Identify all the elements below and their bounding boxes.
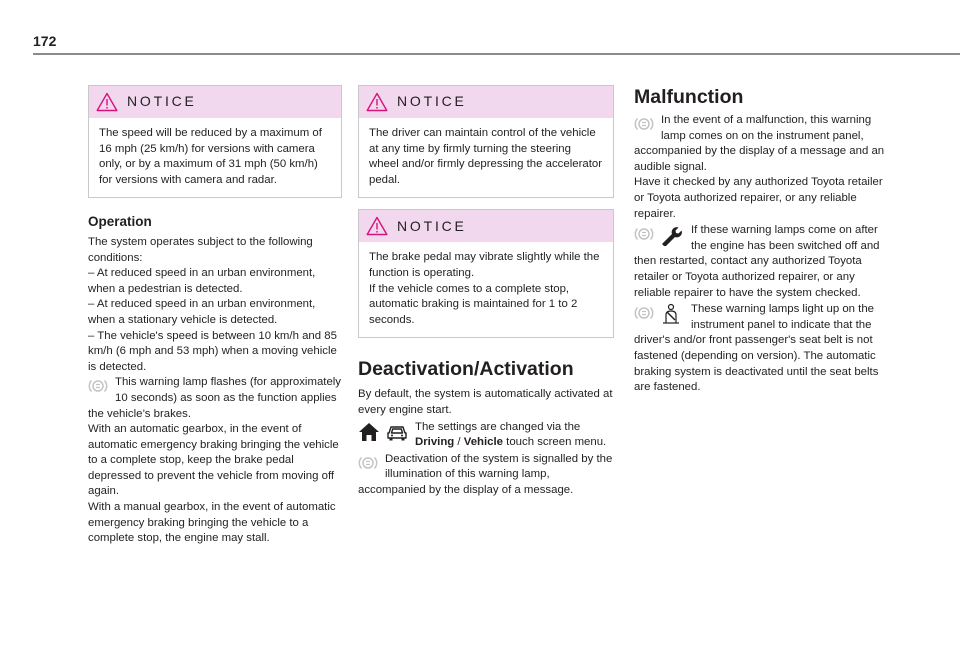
notice-line: The brake pedal may vibrate slightly while the function is operating. xyxy=(369,251,600,279)
seatbelt-icon xyxy=(659,303,683,331)
malfunction-paragraph-1 xyxy=(634,113,892,175)
aeb-warning-lamp-icon xyxy=(634,224,654,244)
deactivation-paragraph xyxy=(358,452,614,499)
header-rule xyxy=(33,53,960,55)
condition-item: – At reduced speed in an urban environment, when a stationary vehicle is detected. xyxy=(88,298,316,326)
malfunction-heading: Malfunction xyxy=(634,86,744,108)
notice-box-brake-pedal xyxy=(358,209,614,338)
notice-header xyxy=(359,210,613,242)
condition-item: – At reduced speed in an urban environment, when a pedestrian is detected. xyxy=(88,267,316,295)
page-number: 172 xyxy=(33,33,57,49)
settings-text-pre: The settings are changed via the xyxy=(415,420,581,433)
notice-text: The driver can maintain control of the vehicle at any time by firmly turning the steering wheel and/or firmly depressing the accelerator pedal. xyxy=(369,127,602,186)
column-middle xyxy=(358,85,614,499)
wrench-icon xyxy=(659,224,683,252)
warning-triangle-icon xyxy=(96,92,118,112)
warning-triangle-icon xyxy=(366,216,388,236)
restart-check-text: If these warning lamps come on after the engine has been switched off and then restarted, contact any authorized Toyota retailer or Toyota authorized repairer, or any reliable repairer to have the system checked. xyxy=(634,224,880,299)
notice-title: NOTICE xyxy=(127,93,197,110)
notice-line: If the vehicle comes to a complete stop, automatic braking is maintained for 1 to 2 seconds. xyxy=(369,282,578,326)
notice-title: NOTICE xyxy=(397,93,467,110)
condition-item: – The vehicle's speed is between 10 km/h and 85 km/h (6 mph and 53 mph) when a moving vehicle is detected. xyxy=(88,329,337,373)
notice-text xyxy=(359,242,613,337)
malfunction-paragraph-3 xyxy=(634,223,892,301)
deactivation-text: Deactivation of the system is signalled by the illumination of this warning lamp, accompanied by the display of a message. xyxy=(358,452,613,496)
malfunction-paragraph-4 xyxy=(634,302,892,396)
settings-separator: / xyxy=(454,436,464,449)
lamp-text: This warning lamp flashes (for approximately 10 seconds) as soon as the function applies the vehicle’s brakes. xyxy=(88,376,342,420)
settings-text-post: touch screen menu. xyxy=(503,436,607,449)
notice-title: NOTICE xyxy=(397,217,467,234)
have-it-checked-text: Have it checked by any authorized Toyota retailer or Toyota authorized repairer, or any reliable repairer. xyxy=(634,176,883,220)
home-icon xyxy=(358,421,380,449)
operation-intro: The system operates subject to the following conditions: xyxy=(88,235,313,264)
lamp-paragraph xyxy=(88,375,342,422)
driving-menu-label: Driving xyxy=(415,436,455,449)
notice-box-speed xyxy=(88,85,342,198)
operation-heading: Operation xyxy=(88,214,152,230)
column-left xyxy=(88,85,342,547)
warning-triangle-icon xyxy=(366,92,388,112)
malfunction-text: In the event of a malfunction, this warning lamp comes on on the instrument panel, accompanied by the display of a message and an audible signal. xyxy=(634,114,885,173)
default-activation-text: By default, the system is automatically activated at every engine start. xyxy=(358,388,613,416)
notice-box-control xyxy=(358,85,614,198)
car-settings-icon xyxy=(385,421,409,449)
aeb-warning-lamp-icon xyxy=(634,303,654,323)
notice-header xyxy=(89,86,341,118)
seatbelt-text: These warning lamps light up on the instrument panel to indicate that the driver's and/or front passenger's seat belt is not fastened (depending on version). The automatic braking system is deactivated until the seat belts are fastened. xyxy=(634,303,879,394)
notice-text: The speed will be reduced by a maximum of 16 mph (25 km/h) for versions with camera only, or by a maximum of 31 mph (50 km/h) for versions with camera and radar. xyxy=(99,127,322,186)
column-right xyxy=(634,85,892,396)
manual-gearbox-text: With a manual gearbox, in the event of automatic emergency braking bringing the vehicle to a complete stop, the engine may stall. xyxy=(88,501,336,545)
aeb-warning-lamp-icon xyxy=(88,376,108,396)
automatic-gearbox-text: With an automatic gearbox, in the event of automatic emergency braking bringing the vehicle to a complete stop, keep the brake pedal depressed to prevent the vehicle from moving off again. xyxy=(88,423,339,498)
settings-paragraph xyxy=(358,420,614,451)
deactivation-heading: Deactivation/Activation xyxy=(358,358,574,381)
notice-header xyxy=(359,86,613,118)
aeb-warning-lamp-icon xyxy=(358,453,378,473)
aeb-warning-lamp-icon xyxy=(634,114,654,134)
vehicle-menu-label: Vehicle xyxy=(463,436,504,449)
